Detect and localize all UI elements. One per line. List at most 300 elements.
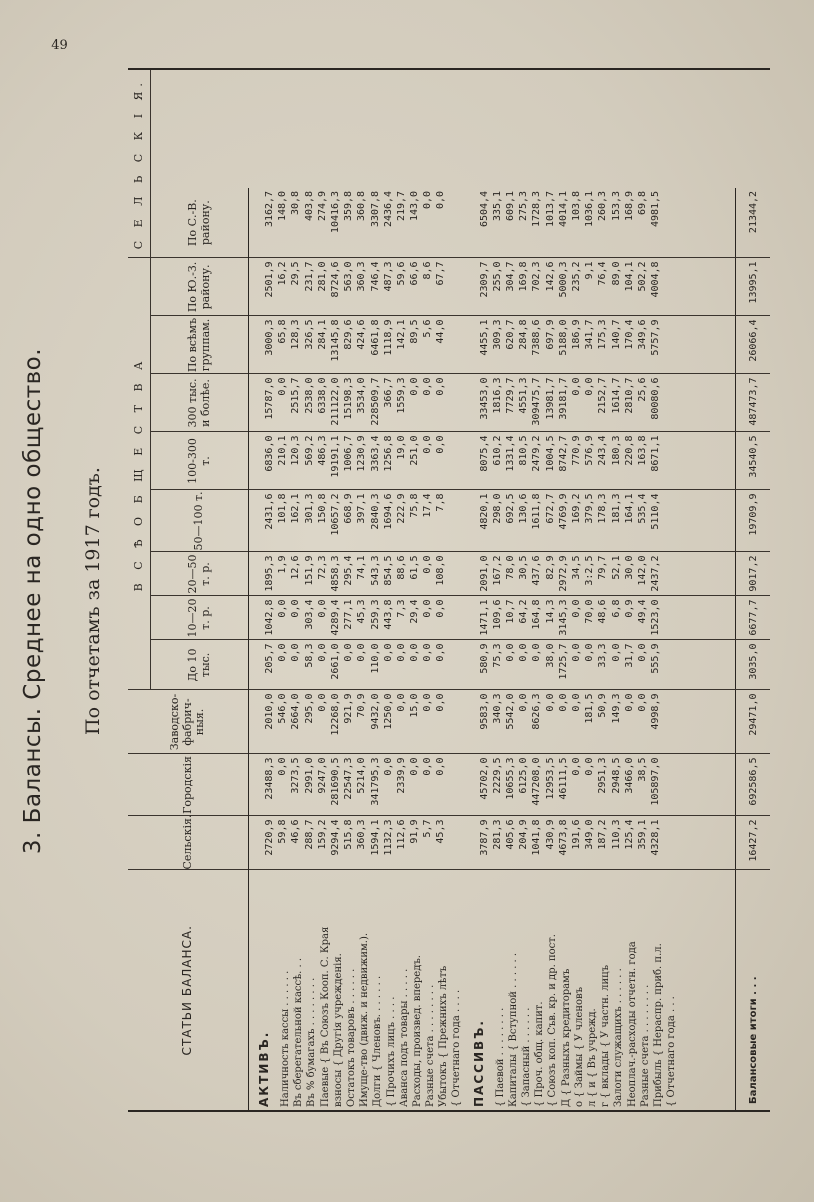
cell-value: 120,3 bbox=[290, 435, 302, 466]
cell-value: 108,0 bbox=[435, 555, 447, 586]
cell-value: 0,0 bbox=[584, 377, 596, 396]
row-label: взносы { Другія учрежденія. bbox=[332, 953, 344, 1107]
cell-value: 543,3 bbox=[369, 555, 381, 586]
cell-value: 1256,8 bbox=[382, 435, 394, 472]
cell-value: 9294,4 bbox=[329, 819, 341, 856]
cell-value: 5757,9 bbox=[650, 319, 662, 356]
col-header-50-100k: 50—100 т. bbox=[151, 490, 249, 552]
cell-value: 0,0 bbox=[316, 693, 328, 712]
cell-value: 109,6 bbox=[491, 599, 503, 630]
cell-value: 692,5 bbox=[505, 493, 516, 524]
cell-value: 487,3 bbox=[382, 261, 394, 292]
cell-value: 4769,9 bbox=[557, 493, 569, 530]
asset-labels bbox=[279, 871, 464, 1111]
cell-value: 555,9 bbox=[650, 643, 662, 674]
cell-value: 0,0 bbox=[435, 377, 447, 396]
cell-value: 89,5 bbox=[409, 319, 421, 344]
cell-value: 2309,7 bbox=[478, 261, 490, 298]
cell-value: 10655,3 bbox=[505, 757, 516, 800]
row-label: Долги { Членовъ. . . . . . . bbox=[372, 975, 384, 1107]
col-urban bbox=[249, 754, 736, 816]
cell-value: 1013,7 bbox=[544, 190, 556, 228]
cell-value: 0,0 bbox=[277, 599, 289, 618]
cell-value: 260,3 bbox=[597, 190, 609, 222]
cell-value: 366,7 bbox=[382, 377, 394, 408]
cell-value: 502,2 bbox=[636, 261, 648, 292]
cell-value: 80080,6 bbox=[650, 377, 662, 420]
cell-value: 0,0 bbox=[277, 643, 289, 662]
cell-value: 17,4 bbox=[422, 493, 434, 518]
cell-value: 6836,0 bbox=[264, 435, 275, 472]
cell-value: 69,8 bbox=[636, 190, 648, 216]
col-header-articles: СТАТЬИ БАЛАНСА. bbox=[128, 870, 249, 1110]
table-header bbox=[128, 70, 249, 1110]
cell-value: 164,8 bbox=[531, 599, 543, 630]
cell-value: 13145,8 bbox=[329, 319, 341, 362]
cell-value: 130,6 bbox=[518, 493, 530, 524]
cell-value: 0,0 bbox=[356, 643, 368, 662]
cell-value: 535,4 bbox=[636, 493, 648, 524]
total-cell: 3035,0 bbox=[736, 640, 771, 690]
cell-value: 0,0 bbox=[570, 757, 582, 776]
cell-value: 2091,0 bbox=[478, 555, 490, 592]
cell-value: 0,0 bbox=[409, 643, 421, 662]
cell-value: 309475,7 bbox=[531, 377, 543, 426]
cell-value: 8,6 bbox=[422, 261, 434, 280]
cell-value: 0,0 bbox=[570, 599, 582, 618]
cell-value: 0,0 bbox=[435, 643, 447, 662]
group-header-all-societies: В С Ѣ О Б Щ Е С Т В А bbox=[128, 258, 151, 690]
cell-value: 5188,0 bbox=[557, 319, 569, 356]
cell-value: 3787,9 bbox=[478, 819, 490, 856]
cell-value: 620,7 bbox=[505, 319, 516, 350]
cell-value: 45702,0 bbox=[478, 757, 490, 800]
cell-value: 0,0 bbox=[435, 599, 447, 618]
cell-value: 563,0 bbox=[343, 261, 355, 292]
cell-value: 10416,3 bbox=[329, 190, 341, 234]
cell-value: 0,0 bbox=[422, 555, 434, 574]
cell-value: 8724,6 bbox=[329, 261, 341, 298]
col-north-west bbox=[249, 188, 736, 258]
cell-value: 0,0 bbox=[570, 377, 582, 396]
cell-value: 610,2 bbox=[491, 435, 503, 466]
cell-value: 1250,0 bbox=[382, 693, 394, 730]
cell-value: 0,0 bbox=[395, 693, 407, 712]
cell-value: 3307,8 bbox=[369, 190, 381, 228]
cell-value: 5000,3 bbox=[557, 261, 569, 298]
cell-value: 0,0 bbox=[570, 693, 582, 712]
page-number: 49 bbox=[51, 38, 68, 54]
cell-value: 9247,0 bbox=[316, 757, 328, 794]
cell-value: 8671,1 bbox=[650, 435, 662, 472]
cell-value: 2515,7 bbox=[290, 377, 302, 414]
row-label: { Проч. общ. капит. bbox=[534, 1001, 546, 1107]
total-cell: 21344,2 bbox=[736, 188, 771, 258]
cell-value: 61,5 bbox=[409, 555, 421, 580]
cell-value: 3000,3 bbox=[264, 319, 275, 356]
cell-value: 67,7 bbox=[435, 261, 447, 286]
row-label: л { и { Въ учрежд. bbox=[586, 1008, 598, 1107]
col-all-groups bbox=[249, 316, 736, 374]
cell-value: 1611,8 bbox=[531, 493, 543, 530]
section-heading-assets: АКТИВЪ. bbox=[257, 1030, 271, 1107]
cell-value: 3363,4 bbox=[369, 435, 381, 472]
cell-value: 8626,3 bbox=[531, 693, 543, 730]
cell-value: 1,9 bbox=[277, 555, 289, 574]
cell-value: 8075,4 bbox=[478, 435, 490, 472]
cell-value: 1694,6 bbox=[382, 493, 394, 530]
cell-value: 0,0 bbox=[290, 599, 302, 618]
cell-value: 4551,3 bbox=[518, 377, 530, 414]
cell-value: 2951,3 bbox=[597, 757, 609, 794]
total-cell: 6677,7 bbox=[736, 596, 771, 640]
cell-value: 0,9 bbox=[623, 599, 635, 618]
cell-value: 0,0 bbox=[395, 643, 407, 662]
cell-value: 1331,4 bbox=[505, 435, 516, 472]
cell-value: 1816,3 bbox=[491, 377, 503, 414]
cell-value: 1728,3 bbox=[531, 190, 543, 228]
cell-value: 181,5 bbox=[584, 693, 596, 724]
row-label: { Запасный . . . . . . bbox=[521, 1007, 532, 1107]
col-10-20k bbox=[249, 596, 736, 640]
cell-value: 284,8 bbox=[518, 319, 530, 350]
cell-value: 349,6 bbox=[636, 319, 648, 350]
total-cell: 13995,1 bbox=[736, 258, 771, 316]
cell-value: 78,0 bbox=[505, 555, 516, 580]
cell-value: 1041,8 bbox=[531, 819, 543, 856]
cell-value: 1042,8 bbox=[264, 599, 275, 636]
cell-value: 359,1 bbox=[636, 819, 648, 850]
col-header-all-groups: По всѣмъ группам. bbox=[151, 316, 249, 374]
cell-value: 178,3 bbox=[597, 493, 609, 524]
cell-value: 0,0 bbox=[544, 693, 556, 712]
cell-value: 142,6 bbox=[544, 261, 556, 292]
total-cell: 692586,5 bbox=[736, 754, 771, 816]
cell-value: 405,6 bbox=[505, 819, 516, 850]
cell-value: 110,0 bbox=[369, 643, 381, 674]
page-subtitle: По отчетамъ за 1917 годъ. bbox=[82, 467, 104, 735]
cell-value: 3466,0 bbox=[623, 757, 635, 794]
cell-value: 3534,0 bbox=[356, 377, 368, 414]
cell-value: 149,3 bbox=[610, 693, 622, 724]
cell-value: 2840,3 bbox=[369, 493, 381, 530]
cell-value: 38,5 bbox=[636, 757, 648, 782]
cell-value: 142,0 bbox=[636, 555, 648, 586]
cell-value: 181,3 bbox=[610, 493, 622, 524]
cell-value: 168,9 bbox=[623, 190, 635, 222]
cell-value: 424,6 bbox=[356, 319, 368, 350]
cell-value: 0,0 bbox=[557, 693, 569, 712]
cell-value: 15,0 bbox=[409, 693, 421, 718]
cell-value: 15787,0 bbox=[264, 377, 275, 420]
cell-value: 0,0 bbox=[531, 643, 543, 662]
cell-value: 19191,1 bbox=[329, 435, 341, 478]
cell-value: 186,9 bbox=[570, 319, 582, 350]
cell-value: 205,7 bbox=[264, 643, 275, 674]
row-label: г { вклады { У частн. лицъ bbox=[600, 965, 612, 1107]
cell-value: 0,0 bbox=[316, 599, 328, 618]
cell-value: 112,6 bbox=[395, 819, 407, 850]
cell-value: 228509,7 bbox=[369, 377, 381, 426]
cell-value: 6,8 bbox=[610, 599, 622, 618]
total-cell: 34540,5 bbox=[736, 432, 771, 490]
cell-value: 191,6 bbox=[570, 819, 582, 850]
cell-value: 4455,1 bbox=[478, 319, 490, 356]
cell-value: 58,3 bbox=[303, 643, 315, 668]
cell-value: 1118,9 bbox=[382, 319, 394, 356]
col-header-100-300k: 100-300 т. bbox=[151, 432, 249, 490]
cell-value: 6504,4 bbox=[478, 190, 490, 228]
cell-value: 0,0 bbox=[518, 693, 530, 712]
cell-value: 0,0 bbox=[623, 693, 635, 712]
cell-value: 12953,5 bbox=[544, 757, 556, 800]
cell-value: 921,9 bbox=[343, 693, 355, 724]
cell-value: 2437,2 bbox=[650, 555, 662, 592]
total-cell: 19709,9 bbox=[736, 490, 771, 552]
cell-value: 810,5 bbox=[518, 435, 530, 466]
cell-value: 303,4 bbox=[303, 599, 315, 630]
row-label: Убытокъ { Прежнихъ лѣтъ bbox=[438, 965, 450, 1107]
cell-value: 3273,5 bbox=[290, 757, 302, 794]
cell-value: 277,1 bbox=[343, 599, 355, 630]
cell-value: 609,1 bbox=[505, 190, 516, 222]
col-header-300k-plus: 300 тыс. и болѣе. bbox=[151, 374, 249, 432]
cell-value: 7729,7 bbox=[505, 377, 516, 414]
cell-value: 251,0 bbox=[409, 435, 421, 466]
cell-value: 746,4 bbox=[369, 261, 381, 292]
cell-value: 668,9 bbox=[343, 493, 355, 524]
cell-value: 89,0 bbox=[610, 261, 622, 286]
cell-value: 0,0 bbox=[584, 643, 596, 662]
row-label: Расходы, произвед. впередъ. bbox=[411, 955, 423, 1107]
cell-value: 75,8 bbox=[409, 493, 421, 518]
cell-value: 1471,1 bbox=[478, 599, 490, 636]
cell-value: 243,4 bbox=[597, 435, 609, 466]
cell-value: 1230,9 bbox=[356, 435, 368, 472]
col-20-50k bbox=[249, 552, 736, 596]
cell-value: 295,0 bbox=[303, 693, 315, 724]
cell-value: 148,0 bbox=[277, 190, 289, 222]
cell-value: 255,0 bbox=[491, 261, 503, 292]
total-cell: 9017,2 bbox=[736, 552, 771, 596]
cell-value: 0,0 bbox=[422, 643, 434, 662]
row-label: Остатокъ товаровъ . . . . . . bbox=[345, 968, 357, 1107]
cell-value: 175,3 bbox=[597, 319, 609, 350]
cell-value: 443,8 bbox=[382, 599, 394, 630]
col-300k-plus bbox=[249, 374, 736, 432]
cell-value: 2664,0 bbox=[290, 693, 302, 730]
cell-value: 5,6 bbox=[422, 319, 434, 338]
cell-value: 72,3 bbox=[316, 555, 328, 580]
cell-value: 1594,1 bbox=[369, 819, 381, 856]
cell-value: 281,0 bbox=[316, 261, 328, 292]
cell-value: 140,7 bbox=[610, 319, 622, 350]
cell-value: 341,7 bbox=[584, 319, 596, 350]
cell-value: 326,5 bbox=[303, 319, 315, 350]
cell-value: 4673,8 bbox=[557, 819, 569, 856]
row-label: Разные счета . . . . . . . . bbox=[425, 984, 437, 1107]
cell-value: 46111,5 bbox=[557, 757, 569, 800]
cell-value: 4328,1 bbox=[650, 819, 662, 856]
cell-value: 702,3 bbox=[531, 261, 543, 292]
total-cell: 487473,7 bbox=[736, 374, 771, 432]
cell-value: 219,7 bbox=[395, 190, 407, 222]
cell-value: 1725,7 bbox=[557, 643, 569, 680]
cell-value: 2661,0 bbox=[329, 643, 341, 680]
cell-value: 0,0 bbox=[435, 435, 447, 454]
cell-value: 23488,3 bbox=[264, 757, 275, 800]
section-heading-liabilities: ПАССИВЪ. bbox=[471, 1019, 486, 1107]
cell-value: 38,0 bbox=[544, 643, 556, 668]
cell-value: 569,2 bbox=[303, 435, 315, 466]
cell-value: 4004,8 bbox=[650, 261, 662, 298]
col-header-south-west: По Ю.-З. району. bbox=[151, 258, 249, 316]
cell-value: 341795,3 bbox=[369, 757, 381, 806]
col-header-0-10k: До 10 тыс. bbox=[151, 640, 249, 690]
cell-value: 22547,3 bbox=[343, 757, 355, 800]
cell-value: 48,6 bbox=[597, 599, 609, 624]
row-label: Капиталы { Вступной . . . . . . bbox=[507, 952, 519, 1107]
cell-value: 9583,0 bbox=[478, 693, 490, 730]
cell-value: 220,8 bbox=[623, 435, 635, 466]
cell-value: 79,7 bbox=[597, 555, 609, 580]
cell-value: 515,8 bbox=[343, 819, 355, 850]
cell-value: 5214,0 bbox=[356, 757, 368, 794]
cell-value: 2436,4 bbox=[382, 190, 394, 228]
row-label: Аванса подъ товары . . . . . bbox=[398, 968, 410, 1107]
col-header-factory: Заводско-фабрич-ныя. bbox=[128, 690, 249, 754]
cell-value: 15198,3 bbox=[343, 377, 355, 420]
cell-value: 0,0 bbox=[316, 643, 328, 662]
cell-value: 4289,4 bbox=[329, 599, 341, 636]
cell-value: 447208,0 bbox=[531, 757, 543, 806]
cell-value: 0,0 bbox=[636, 643, 648, 662]
cell-value: 340,3 bbox=[491, 693, 503, 724]
col-0-10k bbox=[249, 640, 736, 690]
cell-value: 44,0 bbox=[435, 319, 447, 344]
col-south-west bbox=[249, 258, 736, 316]
cell-value: 10657,2 bbox=[329, 493, 341, 536]
row-label: Имуще-тво (движ. и недвижим.). bbox=[359, 932, 371, 1107]
cell-value: 4858,3 bbox=[329, 555, 341, 592]
liability-labels bbox=[494, 871, 679, 1111]
cell-value: 45,3 bbox=[435, 819, 447, 844]
cell-value: 222,9 bbox=[395, 493, 407, 524]
cell-value: 0,0 bbox=[409, 757, 421, 776]
cell-value: 8742,7 bbox=[557, 435, 569, 472]
cell-value: 52,1 bbox=[610, 555, 622, 580]
cell-value: 1614,7 bbox=[610, 377, 622, 414]
cell-value: 4981,5 bbox=[650, 190, 662, 228]
cell-value: 64,2 bbox=[518, 599, 530, 624]
cell-value: 0,0 bbox=[435, 757, 447, 776]
cell-value: 142,1 bbox=[395, 319, 407, 350]
cell-value: 2010,0 bbox=[264, 693, 275, 730]
row-label: { Отчетнаго года . . . . bbox=[451, 989, 463, 1107]
cell-value: 187,2 bbox=[597, 819, 609, 850]
cell-value: 0,0 bbox=[422, 599, 434, 618]
cell-value: 180,3 bbox=[610, 435, 622, 466]
cell-value: 150,8 bbox=[316, 493, 328, 524]
col-header-rural: Сельскія. bbox=[128, 816, 249, 870]
cell-value: 2810,7 bbox=[623, 377, 635, 414]
cell-value: 0,0 bbox=[435, 693, 447, 712]
cell-value: 204,9 bbox=[518, 819, 530, 850]
cell-value: 12268,0 bbox=[329, 693, 341, 736]
cell-value: 2339,9 bbox=[395, 757, 407, 794]
cell-value: 49,4 bbox=[636, 599, 648, 624]
cell-value: 59,8 bbox=[277, 819, 289, 844]
cell-value: 486,3 bbox=[316, 435, 328, 466]
cell-value: 7,3 bbox=[395, 599, 407, 618]
col-header-10-20k: 10—20 т. р. bbox=[151, 596, 249, 640]
labels-column bbox=[249, 870, 736, 1110]
cell-value: 309,3 bbox=[491, 319, 503, 350]
cell-value: 3145,3 bbox=[557, 599, 569, 636]
row-label: Прибыль { Нераспр. приб. п.л. bbox=[652, 943, 664, 1107]
cell-value: 288,7 bbox=[303, 819, 315, 850]
cell-value: 0,0 bbox=[505, 643, 516, 662]
cell-value: 76,4 bbox=[597, 261, 609, 286]
cell-value: 59,6 bbox=[395, 261, 407, 286]
cell-value: 5110,4 bbox=[650, 493, 662, 530]
cell-value: 359,8 bbox=[343, 190, 355, 222]
cell-value: 1006,7 bbox=[343, 435, 355, 472]
cell-value: 159,2 bbox=[316, 819, 328, 850]
col-header-20-50k: 20—50 т. р. bbox=[151, 552, 249, 596]
cell-value: 25,6 bbox=[636, 377, 648, 402]
cell-value: 104,1 bbox=[623, 261, 635, 292]
cell-value: 39181,7 bbox=[557, 377, 569, 420]
row-label: о { Займы { У членовъ bbox=[573, 986, 585, 1107]
cell-value: 0,0 bbox=[382, 643, 394, 662]
cell-value: 0,0 bbox=[636, 693, 648, 712]
cell-value: 128,3 bbox=[290, 319, 302, 350]
cell-value: 1004,5 bbox=[544, 435, 556, 472]
cell-value: 580,9 bbox=[478, 643, 490, 674]
total-cell: 16427,2 bbox=[736, 816, 771, 870]
cell-value: 672,7 bbox=[544, 493, 556, 524]
row-label: { Прочихъ лицъ . . . . bbox=[385, 996, 397, 1107]
cell-value: 4998,9 bbox=[650, 693, 662, 730]
cell-value: 169,2 bbox=[570, 493, 582, 524]
cell-value: 0,0 bbox=[277, 757, 289, 776]
group-header-rural-societies: С Е Л Ь С К І Я. bbox=[128, 70, 151, 258]
cell-value: 0,0 bbox=[409, 377, 421, 396]
cell-value: 335,1 bbox=[491, 190, 503, 222]
page-title: 3. Балансы. Среднее на одно общество. bbox=[20, 347, 46, 855]
row-label: Наличность кассы . . . . . . bbox=[280, 970, 291, 1107]
cell-value: 2229,5 bbox=[491, 757, 503, 794]
col-header-urban: Городскія bbox=[128, 754, 249, 816]
totals-row bbox=[736, 70, 771, 1110]
cell-value: 163,8 bbox=[636, 435, 648, 466]
cell-value: 275,3 bbox=[518, 190, 530, 222]
cell-value: 235,2 bbox=[570, 261, 582, 292]
row-label: Въ % бумагахъ . . . . . . . . bbox=[306, 977, 318, 1107]
cell-value: 30,0 bbox=[623, 555, 635, 580]
cell-value: 5,7 bbox=[422, 819, 434, 838]
cell-value: 2972,9 bbox=[557, 555, 569, 592]
cell-value: 29,4 bbox=[409, 599, 421, 624]
cell-value: 2538,0 bbox=[303, 377, 315, 414]
cell-value: 91,9 bbox=[409, 819, 421, 844]
cell-value: 349,0 bbox=[584, 819, 596, 850]
cell-value: 103,8 bbox=[570, 190, 582, 222]
row-label: Паевые { Въ Союзъ Кооп. С. Края bbox=[319, 926, 331, 1107]
total-cell: 26066,4 bbox=[736, 316, 771, 374]
col-header-north-west: По С.-В. району. bbox=[151, 188, 249, 258]
